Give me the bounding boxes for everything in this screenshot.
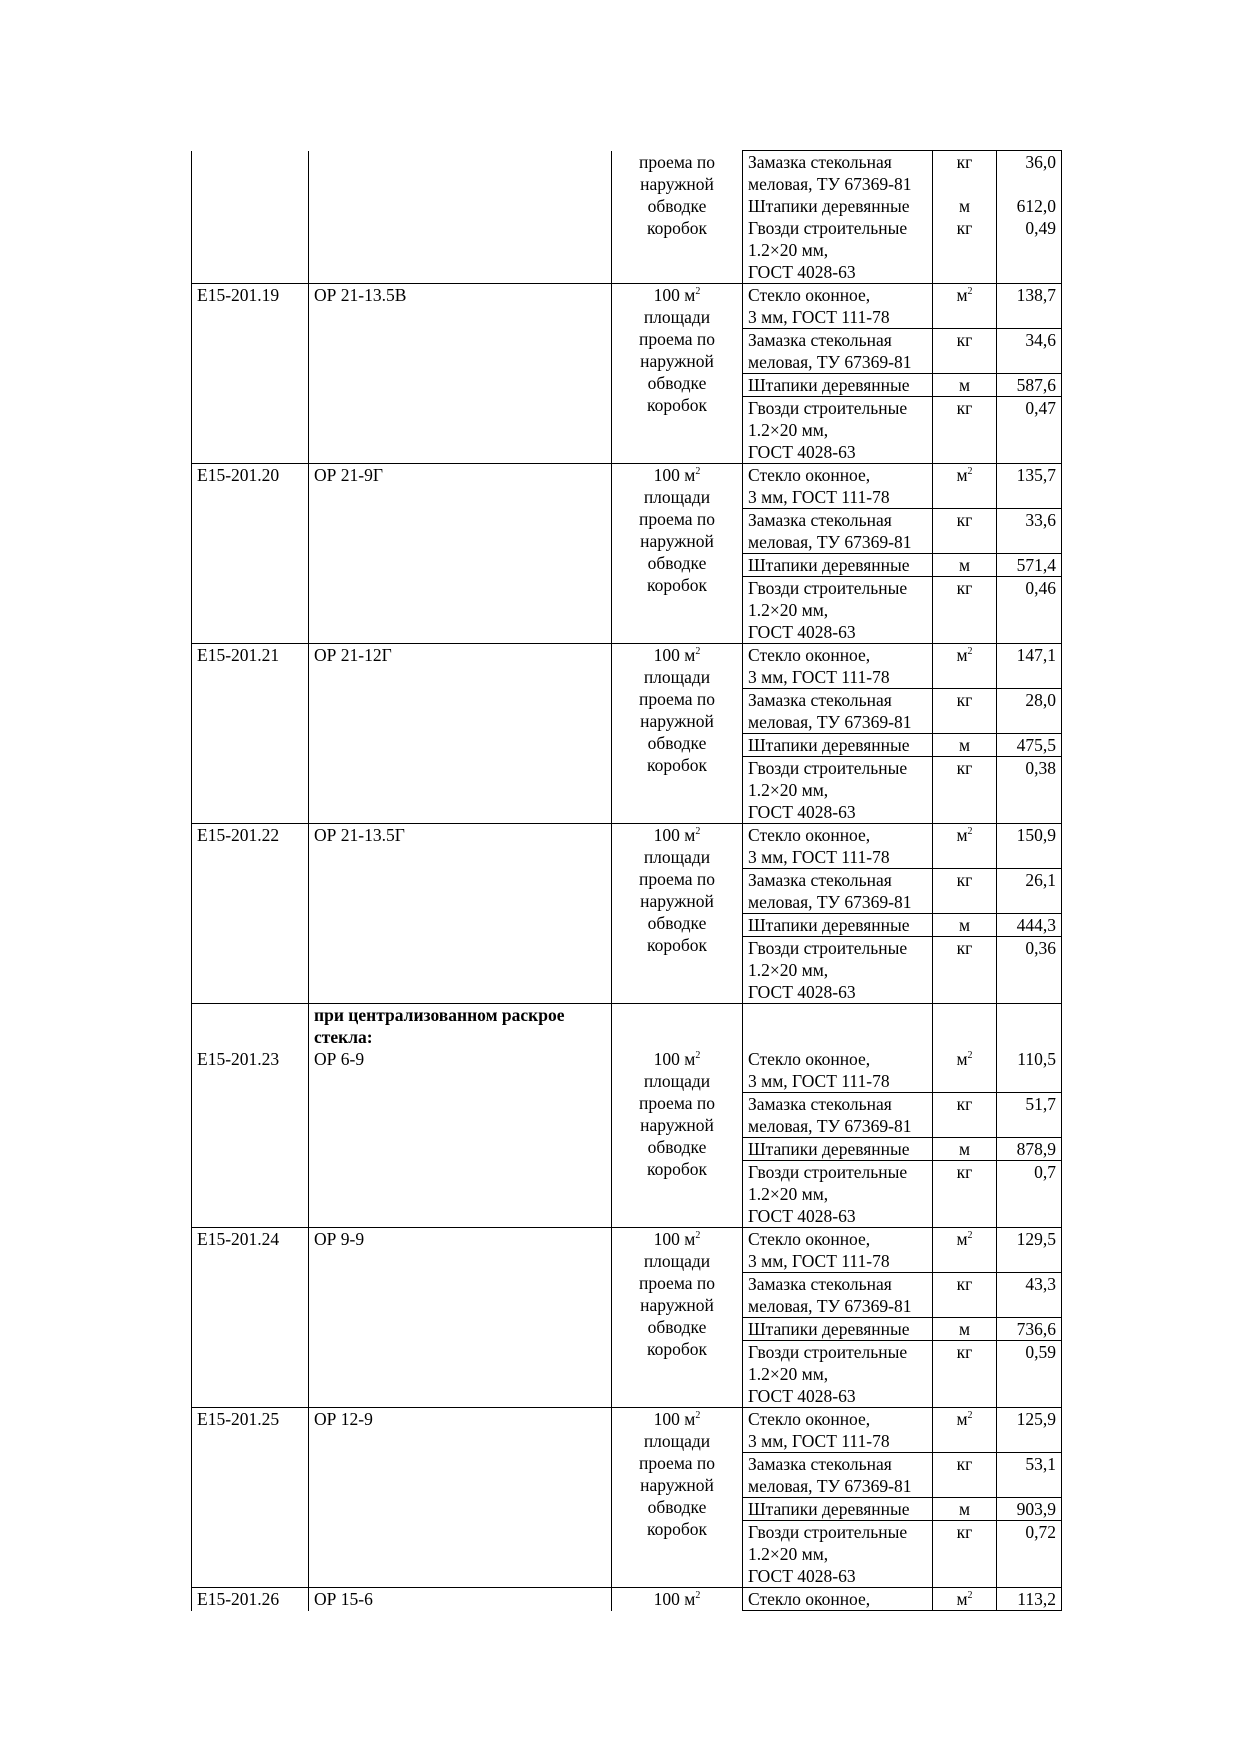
material-qty: 0,59 (997, 1341, 1062, 1408)
code-cell (192, 1004, 309, 1049)
row-name: ОР 15-6 (309, 1588, 612, 1611)
norms-table (191, 150, 1062, 1611)
material-name: Штапики деревянные (743, 1138, 933, 1161)
table-row (192, 1228, 1062, 1273)
measure-unit-cell: 100 $м^2$ площади проема по наружной обводке коробок (612, 1048, 743, 1228)
table-row (192, 644, 1062, 689)
material-qty: 0,49 (997, 217, 1062, 284)
material-name: Гвозди строительные 1.2×20 мм, ГОСТ 4028-63 (743, 217, 933, 284)
material-unit: м (933, 1498, 997, 1521)
material-qty: 34,6 (997, 329, 1062, 374)
material-qty: 0,72 (997, 1521, 1062, 1588)
material-qty: 903,9 (997, 1498, 1062, 1521)
material-qty: 53,1 (997, 1453, 1062, 1498)
row-code: Е15-201.19 (192, 284, 309, 464)
measure-unit-cell: 100 $м^2$ площади проема по наружной обводке коробок (612, 644, 743, 824)
measure-unit-cell: проема по наружной обводке коробок (612, 151, 743, 284)
material-qty: 587,6 (997, 374, 1062, 397)
material-qty: 736,6 (997, 1318, 1062, 1341)
material-unit: м (933, 734, 997, 757)
material-name: Гвозди строительные 1.2×20 мм, ГОСТ 4028-63 (743, 757, 933, 824)
table-row (192, 1048, 1062, 1093)
row-name: ОР 21-13.5В (309, 284, 612, 464)
measure-unit-cell: 100 $м^2$ площади проема по наружной обводке коробок (612, 1408, 743, 1588)
material-unit: м (933, 1138, 997, 1161)
material-name: Гвозди строительные 1.2×20 мм, ГОСТ 4028-63 (743, 937, 933, 1004)
material-name: Гвозди строительные 1.2×20 мм, ГОСТ 4028-63 (743, 577, 933, 644)
material-name: Штапики деревянные (743, 1318, 933, 1341)
material-qty: 0,47 (997, 397, 1062, 464)
material-name: Гвозди строительные 1.2×20 мм, ГОСТ 4028-63 (743, 397, 933, 464)
measure-unit-cell: 100 $м^2$ площади проема по наружной обводке коробок (612, 284, 743, 464)
material-name: Замазка стекольная меловая, ТУ 67369-81 (743, 1453, 933, 1498)
material-unit: кг (933, 1273, 997, 1318)
material-qty: 43,3 (997, 1273, 1062, 1318)
material-name: Замазка стекольная меловая, ТУ 67369-81 (743, 1093, 933, 1138)
material-name: Замазка стекольная меловая, ТУ 67369-81 (743, 329, 933, 374)
material-qty: 110,5 (997, 1048, 1062, 1093)
material-unit: м (933, 914, 997, 937)
material-unit: м (933, 1318, 997, 1341)
material-name: Гвозди строительные 1.2×20 мм, ГОСТ 4028-63 (743, 1341, 933, 1408)
material-name: Стекло оконное, 3 мм, ГОСТ 111-78 (743, 1408, 933, 1453)
material-name: Штапики деревянные (743, 554, 933, 577)
row-name: ОР 21-13.5Г (309, 824, 612, 1004)
material-name: Замазка стекольная меловая, ТУ 67369-81 (743, 1273, 933, 1318)
material-qty: 36,0 (997, 151, 1062, 196)
row-name: ОР 21-12Г (309, 644, 612, 824)
material-unit: кг (933, 1161, 997, 1228)
material-name: Замазка стекольная меловая, ТУ 67369-81 (743, 151, 933, 196)
row-code: Е15-201.25 (192, 1408, 309, 1588)
row-code: Е15-201.24 (192, 1228, 309, 1408)
material-unit: $м^2$ (933, 644, 997, 689)
section-heading-row (192, 1004, 1062, 1049)
material-name: Стекло оконное, 3 мм, ГОСТ 111-78 (743, 1048, 933, 1093)
material-name: Стекло оконное, (743, 1588, 933, 1611)
material-name: Гвозди строительные 1.2×20 мм, ГОСТ 4028-63 (743, 1521, 933, 1588)
table-row (192, 284, 1062, 329)
material-unit: кг (933, 689, 997, 734)
material-unit: м (933, 195, 997, 217)
material-unit: $м^2$ (933, 284, 997, 329)
material-unit: $м^2$ (933, 1588, 997, 1611)
row-code: Е15-201.26 (192, 1588, 309, 1611)
measure-unit-cell (612, 1004, 743, 1049)
row-name: ОР 6-9 (309, 1048, 612, 1228)
material-unit: м (933, 554, 997, 577)
material-unit: кг (933, 757, 997, 824)
material-name (743, 1004, 933, 1049)
table-row (192, 1408, 1062, 1453)
material-unit: кг (933, 1521, 997, 1588)
material-unit: $м^2$ (933, 1228, 997, 1273)
material-name: Гвозди строительные 1.2×20 мм, ГОСТ 4028-63 (743, 1161, 933, 1228)
material-qty: 475,5 (997, 734, 1062, 757)
material-qty: 444,3 (997, 914, 1062, 937)
material-qty: 33,6 (997, 509, 1062, 554)
material-qty: 612,0 (997, 195, 1062, 217)
norms-table-body (192, 151, 1062, 1611)
material-name: Стекло оконное, 3 мм, ГОСТ 111-78 (743, 644, 933, 689)
material-qty: 113,2 (997, 1588, 1062, 1611)
material-qty: 125,9 (997, 1408, 1062, 1453)
material-name: Стекло оконное, 3 мм, ГОСТ 111-78 (743, 1228, 933, 1273)
material-qty: 0,46 (997, 577, 1062, 644)
material-qty: 28,0 (997, 689, 1062, 734)
material-qty: 571,4 (997, 554, 1062, 577)
material-name: Замазка стекольная меловая, ТУ 67369-81 (743, 509, 933, 554)
section-heading: при централизованном раскрое стекла: (309, 1004, 612, 1049)
material-unit: кг (933, 1341, 997, 1408)
material-name: Стекло оконное, 3 мм, ГОСТ 111-78 (743, 824, 933, 869)
material-unit: $м^2$ (933, 1048, 997, 1093)
row-name: ОР 9-9 (309, 1228, 612, 1408)
row-code: Е15-201.21 (192, 644, 309, 824)
material-qty: 150,9 (997, 824, 1062, 869)
material-unit: кг (933, 509, 997, 554)
material-name: Стекло оконное, 3 мм, ГОСТ 111-78 (743, 464, 933, 509)
material-qty: 51,7 (997, 1093, 1062, 1138)
measure-unit-cell: 100 $м^2$ площади проема по наружной обводке коробок (612, 824, 743, 1004)
material-qty: 0,36 (997, 937, 1062, 1004)
material-qty: 135,7 (997, 464, 1062, 509)
material-qty: 138,7 (997, 284, 1062, 329)
material-qty: 0,7 (997, 1161, 1062, 1228)
table-row (192, 824, 1062, 869)
material-unit: $м^2$ (933, 824, 997, 869)
material-qty: 129,5 (997, 1228, 1062, 1273)
material-unit: кг (933, 329, 997, 374)
material-unit: кг (933, 217, 997, 284)
material-unit: кг (933, 397, 997, 464)
material-unit: кг (933, 1093, 997, 1138)
row-name: ОР 21-9Г (309, 464, 612, 644)
table-row (192, 151, 1062, 196)
material-name: Замазка стекольная меловая, ТУ 67369-81 (743, 689, 933, 734)
material-unit: кг (933, 1453, 997, 1498)
material-name: Штапики деревянные (743, 734, 933, 757)
material-unit: кг (933, 577, 997, 644)
material-name: Штапики деревянные (743, 374, 933, 397)
measure-unit-cell: 100 $м^2$ (612, 1588, 743, 1611)
material-qty: 878,9 (997, 1138, 1062, 1161)
material-qty: 0,38 (997, 757, 1062, 824)
material-name: Штапики деревянные (743, 195, 933, 217)
material-qty: 26,1 (997, 869, 1062, 914)
row-code: Е15-201.22 (192, 824, 309, 1004)
material-unit: кг (933, 151, 997, 196)
code-cell (192, 151, 309, 284)
table-row (192, 464, 1062, 509)
measure-unit-cell: 100 $м^2$ площади проема по наружной обводке коробок (612, 464, 743, 644)
material-qty: 147,1 (997, 644, 1062, 689)
material-unit: кг (933, 869, 997, 914)
row-code: Е15-201.20 (192, 464, 309, 644)
row-code: Е15-201.23 (192, 1048, 309, 1228)
material-unit: $м^2$ (933, 1408, 997, 1453)
material-name: Замазка стекольная меловая, ТУ 67369-81 (743, 869, 933, 914)
material-unit: $м^2$ (933, 464, 997, 509)
material-name: Стекло оконное, 3 мм, ГОСТ 111-78 (743, 284, 933, 329)
material-name: Штапики деревянные (743, 914, 933, 937)
material-unit: м (933, 374, 997, 397)
material-unit: кг (933, 937, 997, 1004)
measure-unit-cell: 100 $м^2$ площади проема по наружной обводке коробок (612, 1228, 743, 1408)
material-qty (997, 1004, 1062, 1049)
name-cell (309, 151, 612, 284)
row-name: ОР 12-9 (309, 1408, 612, 1588)
material-name: Штапики деревянные (743, 1498, 933, 1521)
table-row (192, 1588, 1062, 1611)
material-unit (933, 1004, 997, 1049)
